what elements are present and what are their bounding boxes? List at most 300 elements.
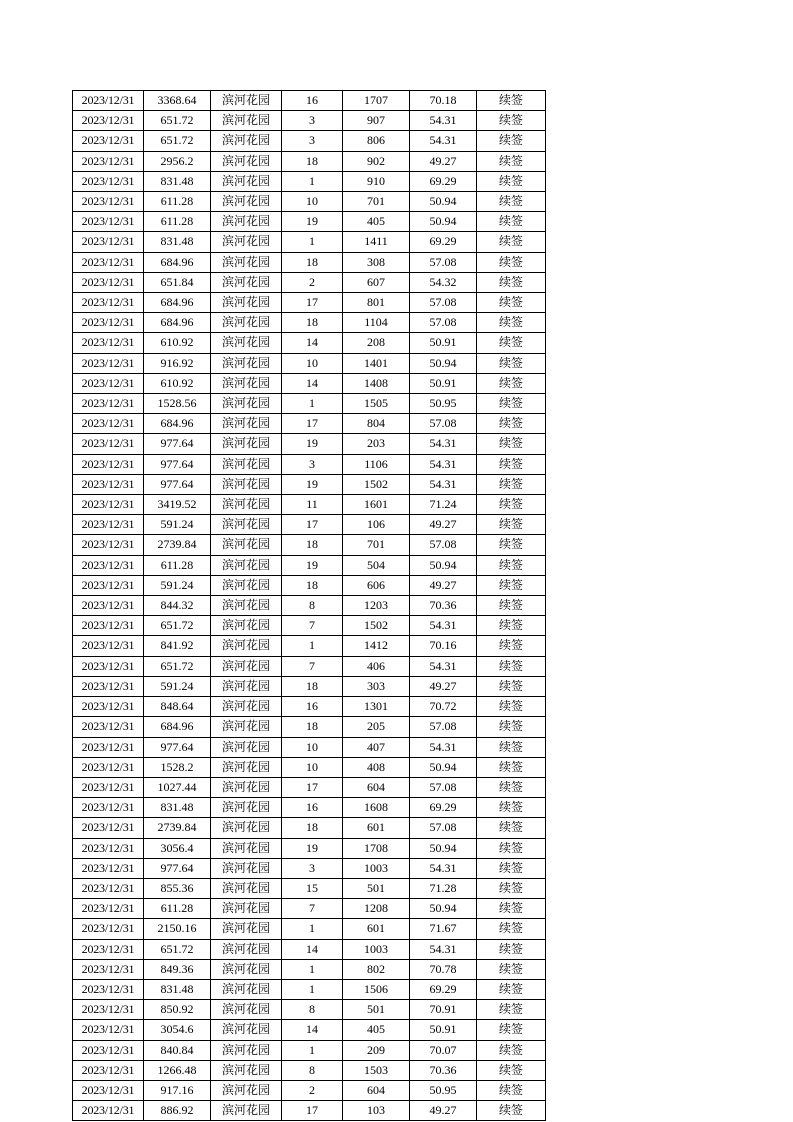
cell-status: 续签: [477, 1060, 546, 1080]
cell-date: 2023/12/31: [73, 878, 144, 898]
cell-amount: 611.28: [144, 212, 211, 232]
cell-project: 滨河花园: [211, 596, 282, 616]
cell-status: 续签: [477, 959, 546, 979]
cell-area: 54.31: [410, 454, 477, 474]
cell-status: 续签: [477, 353, 546, 373]
cell-date: 2023/12/31: [73, 272, 144, 292]
cell-status: 续签: [477, 899, 546, 919]
cell-amount: 651.72: [144, 111, 211, 131]
cell-area: 50.94: [410, 212, 477, 232]
cell-building: 3: [282, 454, 343, 474]
cell-building: 19: [282, 474, 343, 494]
cell-date: 2023/12/31: [73, 596, 144, 616]
cell-building: 3: [282, 111, 343, 131]
cell-area: 57.08: [410, 414, 477, 434]
cell-building: 16: [282, 697, 343, 717]
cell-date: 2023/12/31: [73, 899, 144, 919]
cell-amount: 611.28: [144, 192, 211, 212]
cell-room: 1203: [343, 596, 410, 616]
cell-room: 1506: [343, 979, 410, 999]
cell-room: 902: [343, 151, 410, 171]
cell-status: 续签: [477, 232, 546, 252]
cell-status: 续签: [477, 394, 546, 414]
cell-room: 1412: [343, 636, 410, 656]
cell-project: 滨河花园: [211, 495, 282, 515]
cell-building: 1: [282, 919, 343, 939]
cell-project: 滨河花园: [211, 293, 282, 313]
cell-status: 续签: [477, 697, 546, 717]
cell-amount: 651.72: [144, 131, 211, 151]
cell-building: 18: [282, 717, 343, 737]
cell-project: 滨河花园: [211, 171, 282, 191]
cell-amount: 611.28: [144, 555, 211, 575]
cell-date: 2023/12/31: [73, 454, 144, 474]
cell-building: 10: [282, 353, 343, 373]
cell-status: 续签: [477, 252, 546, 272]
cell-date: 2023/12/31: [73, 151, 144, 171]
cell-status: 续签: [477, 535, 546, 555]
cell-room: 405: [343, 1020, 410, 1040]
cell-amount: 849.36: [144, 959, 211, 979]
cell-room: 607: [343, 272, 410, 292]
cell-amount: 3419.52: [144, 495, 211, 515]
cell-area: 57.08: [410, 777, 477, 797]
cell-area: 69.29: [410, 979, 477, 999]
cell-project: 滨河花园: [211, 878, 282, 898]
cell-date: 2023/12/31: [73, 858, 144, 878]
cell-building: 17: [282, 515, 343, 535]
cell-project: 滨河花园: [211, 959, 282, 979]
cell-amount: 850.92: [144, 1000, 211, 1020]
cell-amount: 611.28: [144, 899, 211, 919]
cell-area: 71.24: [410, 495, 477, 515]
cell-building: 18: [282, 313, 343, 333]
cell-project: 滨河花园: [211, 737, 282, 757]
cell-date: 2023/12/31: [73, 939, 144, 959]
cell-building: 18: [282, 252, 343, 272]
cell-date: 2023/12/31: [73, 959, 144, 979]
cell-building: 8: [282, 1060, 343, 1080]
table-row: [73, 515, 546, 535]
cell-date: 2023/12/31: [73, 293, 144, 313]
cell-area: 71.28: [410, 878, 477, 898]
cell-status: 续签: [477, 878, 546, 898]
cell-project: 滨河花园: [211, 414, 282, 434]
cell-status: 续签: [477, 858, 546, 878]
cell-status: 续签: [477, 313, 546, 333]
cell-amount: 2956.2: [144, 151, 211, 171]
table-row: [73, 333, 546, 353]
cell-building: 19: [282, 555, 343, 575]
table-row: [73, 636, 546, 656]
cell-room: 1503: [343, 1060, 410, 1080]
cell-room: 1401: [343, 353, 410, 373]
cell-amount: 2150.16: [144, 919, 211, 939]
table-row: [73, 939, 546, 959]
cell-building: 17: [282, 414, 343, 434]
cell-area: 57.08: [410, 293, 477, 313]
table-row: [73, 697, 546, 717]
cell-status: 续签: [477, 212, 546, 232]
table-row: [73, 656, 546, 676]
cell-date: 2023/12/31: [73, 252, 144, 272]
cell-building: 16: [282, 798, 343, 818]
cell-room: 1502: [343, 474, 410, 494]
cell-building: 19: [282, 838, 343, 858]
cell-area: 54.32: [410, 272, 477, 292]
cell-area: 70.16: [410, 636, 477, 656]
cell-date: 2023/12/31: [73, 434, 144, 454]
cell-amount: 610.92: [144, 333, 211, 353]
cell-amount: 591.24: [144, 515, 211, 535]
cell-status: 续签: [477, 495, 546, 515]
cell-date: 2023/12/31: [73, 353, 144, 373]
cell-room: 103: [343, 1101, 410, 1121]
cell-amount: 684.96: [144, 313, 211, 333]
cell-date: 2023/12/31: [73, 535, 144, 555]
cell-date: 2023/12/31: [73, 192, 144, 212]
cell-room: 804: [343, 414, 410, 434]
cell-status: 续签: [477, 454, 546, 474]
table-body: [73, 91, 546, 1121]
cell-date: 2023/12/31: [73, 1040, 144, 1060]
cell-date: 2023/12/31: [73, 212, 144, 232]
table-row: [73, 1000, 546, 1020]
table-row: [73, 252, 546, 272]
cell-room: 406: [343, 656, 410, 676]
table-row: [73, 575, 546, 595]
cell-building: 16: [282, 91, 343, 111]
table-row: [73, 1060, 546, 1080]
cell-area: 70.91: [410, 1000, 477, 1020]
cell-project: 滨河花园: [211, 313, 282, 333]
cell-building: 14: [282, 939, 343, 959]
cell-building: 14: [282, 1020, 343, 1040]
cell-status: 续签: [477, 798, 546, 818]
cell-date: 2023/12/31: [73, 919, 144, 939]
cell-area: 50.94: [410, 899, 477, 919]
cell-status: 续签: [477, 373, 546, 393]
cell-date: 2023/12/31: [73, 1101, 144, 1121]
cell-amount: 1027.44: [144, 777, 211, 797]
cell-date: 2023/12/31: [73, 91, 144, 111]
cell-amount: 848.64: [144, 697, 211, 717]
cell-amount: 831.48: [144, 798, 211, 818]
cell-project: 滨河花园: [211, 131, 282, 151]
cell-room: 405: [343, 212, 410, 232]
cell-amount: 3056.4: [144, 838, 211, 858]
table-row: [73, 899, 546, 919]
cell-amount: 610.92: [144, 373, 211, 393]
cell-area: 57.08: [410, 313, 477, 333]
cell-room: 205: [343, 717, 410, 737]
cell-status: 续签: [477, 1020, 546, 1040]
cell-room: 1104: [343, 313, 410, 333]
cell-area: 54.31: [410, 131, 477, 151]
cell-area: 69.29: [410, 232, 477, 252]
contract-table-wrapper: [72, 90, 538, 1121]
cell-room: 806: [343, 131, 410, 151]
table-row: [73, 616, 546, 636]
cell-date: 2023/12/31: [73, 1000, 144, 1020]
cell-status: 续签: [477, 838, 546, 858]
cell-amount: 831.48: [144, 171, 211, 191]
cell-building: 17: [282, 293, 343, 313]
cell-room: 1408: [343, 373, 410, 393]
cell-date: 2023/12/31: [73, 474, 144, 494]
cell-area: 49.27: [410, 515, 477, 535]
cell-status: 续签: [477, 1000, 546, 1020]
cell-project: 滨河花园: [211, 656, 282, 676]
cell-date: 2023/12/31: [73, 131, 144, 151]
cell-status: 续签: [477, 171, 546, 191]
cell-status: 续签: [477, 757, 546, 777]
table-row: [73, 131, 546, 151]
cell-status: 续签: [477, 575, 546, 595]
cell-status: 续签: [477, 979, 546, 999]
cell-room: 604: [343, 1080, 410, 1100]
cell-project: 滨河花园: [211, 939, 282, 959]
cell-room: 308: [343, 252, 410, 272]
table-row: [73, 434, 546, 454]
cell-project: 滨河花园: [211, 192, 282, 212]
table-row: [73, 353, 546, 373]
cell-project: 滨河花园: [211, 697, 282, 717]
cell-building: 1: [282, 636, 343, 656]
cell-area: 50.95: [410, 394, 477, 414]
cell-amount: 591.24: [144, 575, 211, 595]
cell-area: 50.95: [410, 1080, 477, 1100]
cell-status: 续签: [477, 636, 546, 656]
table-row: [73, 474, 546, 494]
cell-amount: 2739.84: [144, 818, 211, 838]
cell-date: 2023/12/31: [73, 717, 144, 737]
table-row: [73, 858, 546, 878]
cell-room: 907: [343, 111, 410, 131]
cell-amount: 684.96: [144, 252, 211, 272]
cell-status: 续签: [477, 414, 546, 434]
cell-building: 18: [282, 676, 343, 696]
cell-status: 续签: [477, 434, 546, 454]
cell-area: 54.31: [410, 939, 477, 959]
cell-area: 49.27: [410, 151, 477, 171]
cell-room: 408: [343, 757, 410, 777]
cell-project: 滨河花园: [211, 555, 282, 575]
table-row: [73, 737, 546, 757]
cell-date: 2023/12/31: [73, 515, 144, 535]
cell-area: 50.94: [410, 192, 477, 212]
cell-amount: 651.72: [144, 939, 211, 959]
cell-status: 续签: [477, 272, 546, 292]
cell-project: 滨河花园: [211, 616, 282, 636]
cell-building: 1: [282, 959, 343, 979]
cell-date: 2023/12/31: [73, 636, 144, 656]
cell-status: 续签: [477, 717, 546, 737]
cell-amount: 831.48: [144, 232, 211, 252]
cell-project: 滨河花园: [211, 858, 282, 878]
cell-date: 2023/12/31: [73, 1020, 144, 1040]
cell-status: 续签: [477, 1040, 546, 1060]
cell-status: 续签: [477, 596, 546, 616]
cell-room: 1502: [343, 616, 410, 636]
cell-room: 203: [343, 434, 410, 454]
cell-building: 17: [282, 1101, 343, 1121]
cell-area: 50.91: [410, 1020, 477, 1040]
cell-amount: 1528.56: [144, 394, 211, 414]
cell-project: 滨河花园: [211, 535, 282, 555]
cell-building: 7: [282, 656, 343, 676]
table-row: [73, 717, 546, 737]
cell-building: 19: [282, 212, 343, 232]
cell-project: 滨河花园: [211, 151, 282, 171]
cell-amount: 591.24: [144, 676, 211, 696]
cell-area: 70.72: [410, 697, 477, 717]
cell-building: 1: [282, 232, 343, 252]
table-row: [73, 757, 546, 777]
cell-room: 106: [343, 515, 410, 535]
table-row: [73, 151, 546, 171]
cell-amount: 841.92: [144, 636, 211, 656]
cell-amount: 651.84: [144, 272, 211, 292]
cell-room: 910: [343, 171, 410, 191]
cell-project: 滨河花园: [211, 1020, 282, 1040]
table-row: [73, 798, 546, 818]
cell-project: 滨河花园: [211, 91, 282, 111]
cell-project: 滨河花园: [211, 111, 282, 131]
cell-amount: 977.64: [144, 737, 211, 757]
cell-room: 1411: [343, 232, 410, 252]
cell-building: 3: [282, 131, 343, 151]
cell-date: 2023/12/31: [73, 414, 144, 434]
cell-area: 57.08: [410, 252, 477, 272]
cell-project: 滨河花园: [211, 454, 282, 474]
cell-project: 滨河花园: [211, 899, 282, 919]
table-row: [73, 878, 546, 898]
table-row: [73, 313, 546, 333]
cell-date: 2023/12/31: [73, 656, 144, 676]
cell-project: 滨河花园: [211, 272, 282, 292]
cell-building: 18: [282, 818, 343, 838]
cell-project: 滨河花园: [211, 717, 282, 737]
table-row: [73, 212, 546, 232]
table-row: [73, 454, 546, 474]
cell-building: 14: [282, 373, 343, 393]
cell-project: 滨河花园: [211, 252, 282, 272]
cell-room: 801: [343, 293, 410, 313]
cell-room: 501: [343, 1000, 410, 1020]
cell-project: 滨河花园: [211, 919, 282, 939]
cell-project: 滨河花园: [211, 636, 282, 656]
cell-building: 10: [282, 192, 343, 212]
cell-room: 1301: [343, 697, 410, 717]
cell-area: 70.78: [410, 959, 477, 979]
cell-amount: 977.64: [144, 454, 211, 474]
cell-date: 2023/12/31: [73, 676, 144, 696]
cell-status: 续签: [477, 333, 546, 353]
cell-building: 17: [282, 777, 343, 797]
cell-room: 303: [343, 676, 410, 696]
cell-room: 701: [343, 192, 410, 212]
cell-amount: 886.92: [144, 1101, 211, 1121]
cell-status: 续签: [477, 676, 546, 696]
cell-room: 501: [343, 878, 410, 898]
cell-date: 2023/12/31: [73, 1080, 144, 1100]
cell-building: 18: [282, 575, 343, 595]
table-row: [73, 818, 546, 838]
cell-room: 1608: [343, 798, 410, 818]
cell-area: 50.91: [410, 333, 477, 353]
table-row: [73, 838, 546, 858]
cell-project: 滨河花园: [211, 777, 282, 797]
cell-project: 滨河花园: [211, 1101, 282, 1121]
cell-building: 7: [282, 899, 343, 919]
cell-date: 2023/12/31: [73, 232, 144, 252]
cell-area: 54.31: [410, 737, 477, 757]
cell-date: 2023/12/31: [73, 818, 144, 838]
table-row: [73, 373, 546, 393]
cell-project: 滨河花园: [211, 979, 282, 999]
cell-building: 15: [282, 878, 343, 898]
cell-status: 续签: [477, 616, 546, 636]
cell-room: 606: [343, 575, 410, 595]
table-row: [73, 495, 546, 515]
cell-project: 滨河花园: [211, 394, 282, 414]
cell-building: 7: [282, 616, 343, 636]
cell-project: 滨河花园: [211, 212, 282, 232]
cell-project: 滨河花园: [211, 1000, 282, 1020]
cell-project: 滨河花园: [211, 232, 282, 252]
cell-project: 滨河花园: [211, 1040, 282, 1060]
cell-area: 69.29: [410, 171, 477, 191]
table-row: [73, 979, 546, 999]
cell-area: 70.36: [410, 1060, 477, 1080]
cell-amount: 977.64: [144, 858, 211, 878]
table-row: [73, 192, 546, 212]
cell-project: 滨河花园: [211, 515, 282, 535]
cell-area: 49.27: [410, 676, 477, 696]
cell-status: 续签: [477, 131, 546, 151]
cell-status: 续签: [477, 1080, 546, 1100]
cell-status: 续签: [477, 737, 546, 757]
cell-building: 14: [282, 333, 343, 353]
cell-amount: 917.16: [144, 1080, 211, 1100]
cell-area: 50.94: [410, 555, 477, 575]
table-row: [73, 111, 546, 131]
cell-status: 续签: [477, 919, 546, 939]
cell-room: 604: [343, 777, 410, 797]
cell-date: 2023/12/31: [73, 697, 144, 717]
cell-amount: 3368.64: [144, 91, 211, 111]
cell-date: 2023/12/31: [73, 575, 144, 595]
cell-date: 2023/12/31: [73, 777, 144, 797]
cell-building: 11: [282, 495, 343, 515]
cell-amount: 684.96: [144, 293, 211, 313]
cell-status: 续签: [477, 939, 546, 959]
cell-area: 54.31: [410, 656, 477, 676]
cell-room: 1505: [343, 394, 410, 414]
cell-area: 71.67: [410, 919, 477, 939]
cell-area: 69.29: [410, 798, 477, 818]
cell-project: 滨河花园: [211, 434, 282, 454]
cell-building: 19: [282, 434, 343, 454]
cell-amount: 844.32: [144, 596, 211, 616]
cell-date: 2023/12/31: [73, 555, 144, 575]
cell-area: 49.27: [410, 575, 477, 595]
cell-room: 1003: [343, 939, 410, 959]
cell-area: 50.94: [410, 838, 477, 858]
cell-amount: 1266.48: [144, 1060, 211, 1080]
cell-room: 407: [343, 737, 410, 757]
